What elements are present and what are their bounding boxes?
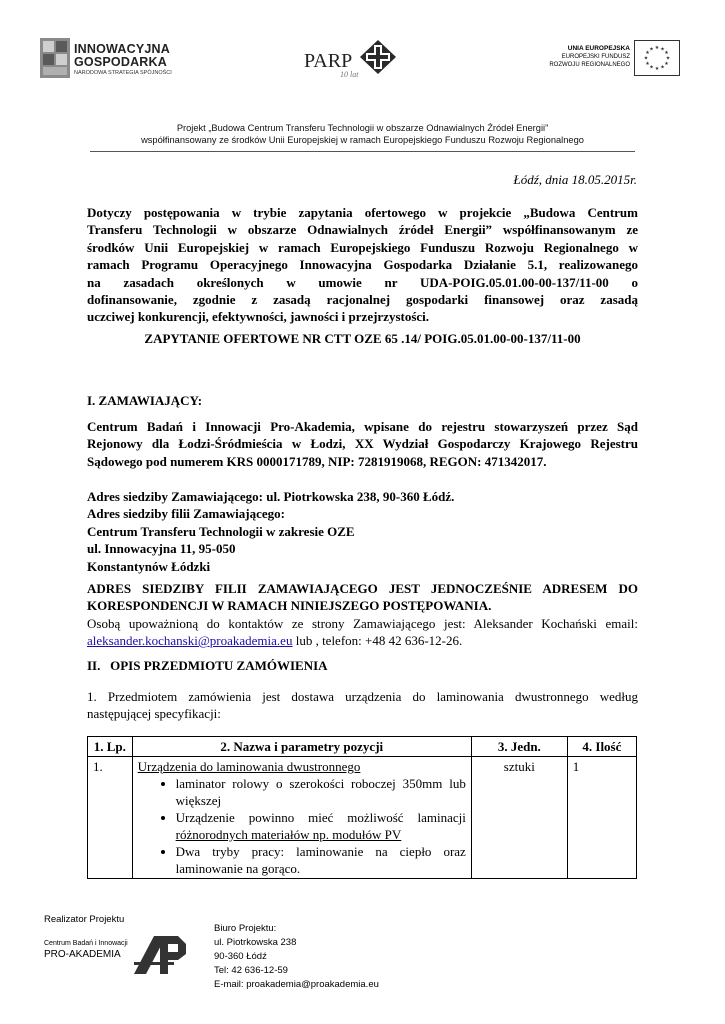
section1-paragraph (87, 418, 638, 470)
biuro-projektu (214, 922, 379, 992)
ig-emblem-icon (40, 38, 70, 78)
svg-text:★: ★ (654, 45, 660, 51)
svg-text:★: ★ (665, 55, 671, 62)
project-line-1: Projekt „Budowa Centrum Transferu Technologii w obszarze Odnawialnych Źródeł Energii” (176, 123, 549, 133)
row-lp: 1. (88, 757, 133, 879)
intro-line: środków Unii Europejskiej w ramach Europejskiego Funduszu Rozwoju Regionalnego w (87, 239, 638, 255)
section1-line: Sądowego pod numerem KRS 0000171789, NIP: 7281919068, REGON: 471342017. (87, 453, 547, 469)
eu-flag-icon (634, 40, 680, 76)
parp-logo (300, 36, 400, 84)
section2-line: następującej specyfikacji: (87, 706, 221, 722)
svg-text:★: ★ (645, 50, 650, 56)
pro-akademia-logo (42, 936, 192, 976)
bullet2-underlined: różnorodnych materiałów np. modułów PV (175, 827, 402, 842)
svg-text:★: ★ (664, 50, 669, 56)
contact-phone: lub , telefon: +48 42 636-12-26. (292, 633, 463, 649)
project-line-2: współfinansowany ze środków Unii Europejskiej w ramach Europejskiego Funduszu Rozwoju Regionalnego (141, 135, 584, 145)
biuro-line: 90-360 Łódź (214, 951, 267, 962)
parp-logo-sub: 10 lat (340, 70, 359, 79)
intro-paragraph (87, 204, 638, 326)
list-item: • Dwa tryby pracy: laminowanie na ciepło oraz laminowanie na gorąco. (176, 843, 466, 877)
intro-line: dofinansowanie, zgodnie z zasadą racjonalnej gospodarki finansowej oraz zasadą (87, 292, 638, 308)
intro-line: na zasadach określonych w umowie nr UDA-POIG.05.01.00-00-137/11-00 o (87, 274, 638, 290)
svg-text:★: ★ (643, 55, 649, 62)
section1-heading: I. ZAMAWIAJĄCY: (87, 393, 203, 408)
pro-akademia-emblem-icon (134, 936, 186, 974)
biuro-line: Tel: 42 636-12-59 (214, 965, 288, 976)
intro-line: uczciwej konkurencji, efektywności, jawności i przejrzystości. (87, 309, 430, 325)
table-row (88, 757, 637, 879)
address-line: Adres siedziby Zamawiającego: ul. Piotrkowska 238, 90-360 Łódź. (87, 489, 455, 504)
ig-logo-line1: INNOWACYJNA (74, 42, 170, 56)
address-line: ul. Innowacyjna 11, 95-050 (87, 541, 236, 557)
section2-heading: II. OPIS PRZEDMIOTU ZAMÓWIENIA (87, 658, 328, 673)
row-qty: 1 (567, 757, 636, 879)
parp-logo-text: PARP (304, 50, 353, 72)
parp-emblem-icon (360, 40, 396, 74)
table-header-cell: 2. Nazwa i parametry pozycji (132, 737, 471, 757)
svg-text:★: ★ (660, 64, 665, 71)
contact-email-link[interactable]: aleksander.kochanski@proakademia.eu (87, 633, 293, 649)
ue-logo (548, 40, 680, 76)
list-item: • laminator rolowy o szerokości roboczej 350mm lub większej (176, 775, 466, 809)
biuro-line: Biuro Projektu: (214, 923, 277, 934)
bullet2-text: Urządzenie powinno mieć możliwość laminacji (175, 810, 466, 825)
list-item (176, 809, 466, 843)
section1-line: Rejonowy dla Łodzi-Śródmieścia w Łodzi, XX Wydział Gospodarczy Krajowego Rejestru (87, 436, 638, 452)
document-date: Łódź, dnia 18.05.2015r. (513, 172, 637, 187)
svg-text:★: ★ (664, 61, 669, 67)
intro-line: Dotyczy postępowania w trybie zapytania ofertowego w projekcie „Budowa Centrum (87, 205, 638, 220)
svg-text:★: ★ (649, 64, 654, 71)
pro-akademia-logo-line2: PRO-AKADEMIA (44, 949, 121, 960)
intro-line: Transferu Technologii w obszarze Odnawialnych źródeł Energii” współfinansowanym ze (87, 222, 638, 238)
table-header-cell: 4. Ilość (567, 737, 636, 757)
contact-line: Osobą upoważnioną do kontaktów ze strony Zamawiającego jest: Aleksander Kochański email: (87, 615, 638, 631)
svg-text:★: ★ (649, 46, 654, 53)
correspondence-line: ADRES SIEDZIBY FILII ZAMAWIAJĄCEGO JEST JEDNOCZEŚNIE ADRESEM DO (87, 581, 638, 596)
item-params-list (138, 775, 466, 877)
specification-table (87, 736, 637, 879)
correspondence-block (87, 580, 638, 650)
document-title: ZAPYTANIE OFERTOWE NR CTT OZE 65 .14/ POIG.05.01.00-00-137/11-00 (144, 331, 581, 346)
header-divider (90, 151, 635, 152)
address-line: Adres siedziby filii Zamawiającego: (87, 506, 285, 522)
section2-paragraph (87, 688, 638, 723)
ue-logo-line1: UNIA EUROPEJSKA (567, 45, 630, 52)
biuro-line: ul. Piotrkowska 238 (214, 937, 297, 948)
row-name-cell (132, 757, 471, 879)
pro-akademia-logo-line1: Centrum Badań i Innowacji (44, 940, 128, 947)
section1-line: Centrum Badań i Innowacji Pro-Akademia, wpisane do rejestru stowarzyszeń przez Sąd (87, 419, 638, 434)
table-header-cell: 1. Lp. (88, 737, 133, 757)
contact-line-2 (87, 632, 638, 649)
ig-logo-line2: GOSPODARKA (74, 55, 167, 69)
table-header-row (88, 737, 637, 757)
innowacyjna-gospodarka-logo (40, 38, 190, 84)
ig-logo-line3: NARODOWA STRATEGIA SPÓJNOŚCI (74, 70, 172, 76)
row-unit: sztuki (471, 757, 567, 879)
address-block (87, 488, 638, 575)
table-header-cell: 3. Jedn. (471, 737, 567, 757)
svg-text:★: ★ (660, 46, 665, 53)
svg-text:★: ★ (654, 66, 660, 72)
address-line: Centrum Transferu Technologii w zakresie OZE (87, 523, 355, 539)
item-name: Urządzenia do laminowania dwustronnego (137, 759, 361, 774)
biuro-line: E-mail: proakademia@proakademia.eu (214, 979, 379, 990)
address-line: Konstantynów Łódzki (87, 558, 211, 574)
correspondence-line: KORESPONDENCJI W RAMACH NINIEJSZEGO POSTĘPOWANIA. (87, 598, 492, 614)
realizator-label: Realizator Projektu (44, 914, 125, 925)
section2-line: 1. Przedmiotem zamówienia jest dostawa urządzenia do laminowania dwustronnego według (87, 689, 638, 704)
ue-logo-line2: EUROPEJSKI FUNDUSZ (561, 54, 630, 60)
ue-logo-line3: ROZWOJU REGIONALNEGO (549, 62, 630, 68)
intro-line: ramach Programu Operacyjnego Innowacyjna Gospodarka Działanie 5.1, realizowanego (87, 257, 638, 273)
svg-text:★: ★ (645, 61, 650, 67)
